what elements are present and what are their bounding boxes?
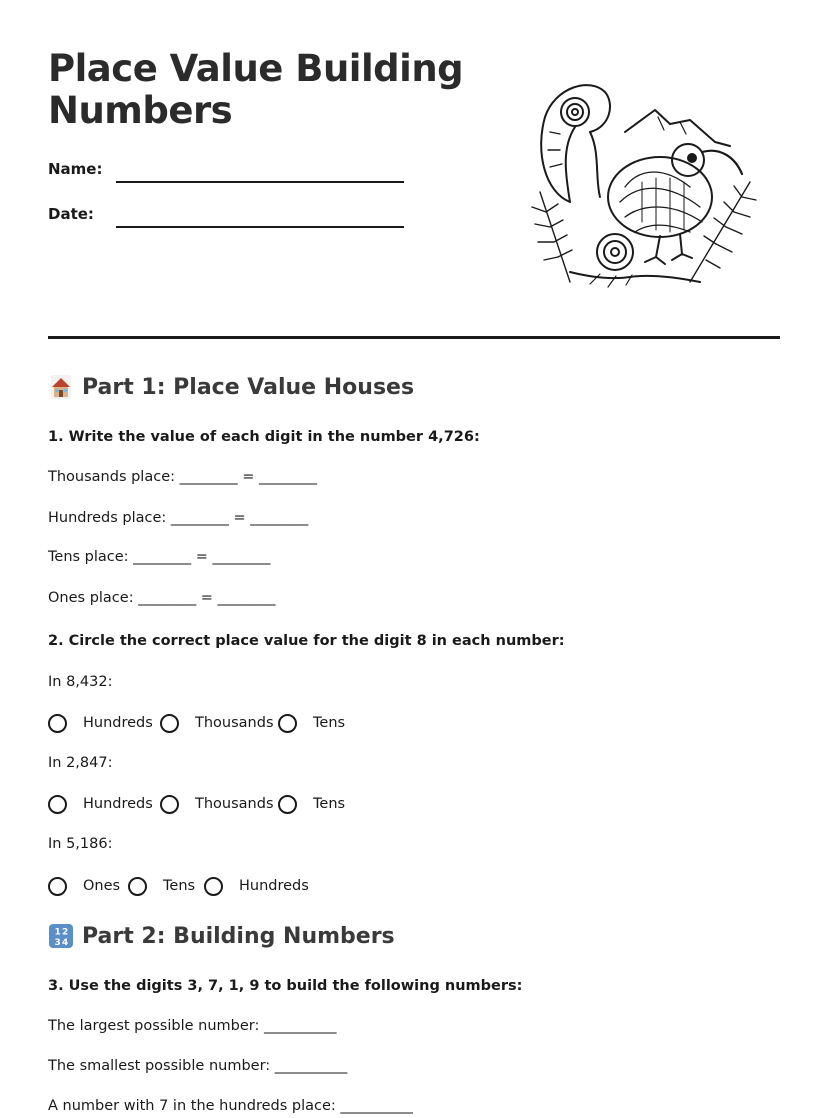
date-field[interactable]	[48, 205, 408, 235]
page-title: Place Value Building Numbers	[48, 47, 464, 132]
part1-heading	[48, 374, 414, 400]
svg-text:3: 3	[54, 938, 61, 948]
option-label: Hundreds	[83, 796, 153, 812]
svg-text:2: 2	[62, 927, 69, 938]
option-label: Hundreds	[83, 715, 153, 731]
part2-heading	[48, 923, 395, 949]
q3-line-largest: The largest possible number: __________	[48, 1018, 337, 1034]
radio-option[interactable]	[48, 714, 156, 733]
date-label: Date:	[48, 205, 94, 223]
q2a-label: In 8,432:	[48, 674, 113, 690]
radio-circle[interactable]	[48, 877, 67, 896]
question-3: 3. Use the digits 3, 7, 1, 9 to build the following numbers:	[48, 978, 523, 994]
option-label: Thousands	[195, 715, 274, 731]
radio-circle[interactable]	[204, 877, 223, 896]
radio-option[interactable]	[160, 795, 274, 814]
q1-line-thousands: Thousands place: ________ = ________	[48, 469, 317, 485]
radio-option[interactable]	[278, 714, 345, 733]
radio-option[interactable]	[48, 795, 156, 814]
house-icon	[48, 374, 74, 400]
name-field[interactable]	[48, 160, 408, 190]
radio-circle[interactable]	[278, 714, 297, 733]
radio-option[interactable]	[278, 795, 345, 814]
option-label: Thousands	[195, 796, 274, 812]
question-2: 2. Circle the correct place value for the digit 8 in each number:	[48, 633, 565, 649]
q2a-options	[48, 710, 349, 736]
radio-circle[interactable]	[128, 877, 147, 896]
option-label: Tens	[313, 715, 346, 731]
radio-circle[interactable]	[278, 795, 297, 814]
q2b-label: In 2,847:	[48, 755, 113, 771]
radio-circle[interactable]	[48, 795, 67, 814]
option-label: Ones	[83, 878, 121, 894]
radio-circle[interactable]	[160, 795, 179, 814]
q1-line-tens: Tens place: ________ = ________	[48, 549, 271, 565]
radio-circle[interactable]	[160, 714, 179, 733]
q1-line-hundreds: Hundreds place: ________ = ________	[48, 510, 309, 526]
question-1: 1. Write the value of each digit in the number 4,726:	[48, 429, 480, 445]
svg-text:1: 1	[54, 927, 61, 938]
numbers-1234-icon	[48, 923, 74, 949]
date-line[interactable]	[116, 226, 404, 228]
kiwi-bird-fern-illustration	[530, 72, 760, 294]
radio-option[interactable]	[48, 877, 124, 896]
q3-line-smallest: The smallest possible number: __________	[48, 1058, 348, 1074]
name-line[interactable]	[116, 181, 404, 183]
q3-line-hundreds: A number with 7 in the hundreds place: __________	[48, 1098, 413, 1114]
q2b-options	[48, 791, 349, 817]
radio-circle[interactable]	[48, 714, 67, 733]
part1-heading-text: Part 1: Place Value Houses	[82, 374, 415, 400]
option-label: Hundreds	[239, 878, 309, 894]
name-label: Name:	[48, 160, 103, 178]
q2c-label: In 5,186:	[48, 836, 113, 852]
radio-option[interactable]	[160, 714, 274, 733]
radio-option[interactable]	[128, 877, 200, 896]
radio-option[interactable]	[204, 877, 309, 896]
svg-text:4: 4	[62, 938, 69, 948]
section-divider	[48, 336, 780, 339]
q1-line-ones: Ones place: ________ = ________	[48, 590, 276, 606]
q2c-options	[48, 873, 313, 899]
option-label: Tens	[313, 796, 346, 812]
part2-heading-text: Part 2: Building Numbers	[82, 923, 395, 949]
option-label: Tens	[163, 878, 196, 894]
